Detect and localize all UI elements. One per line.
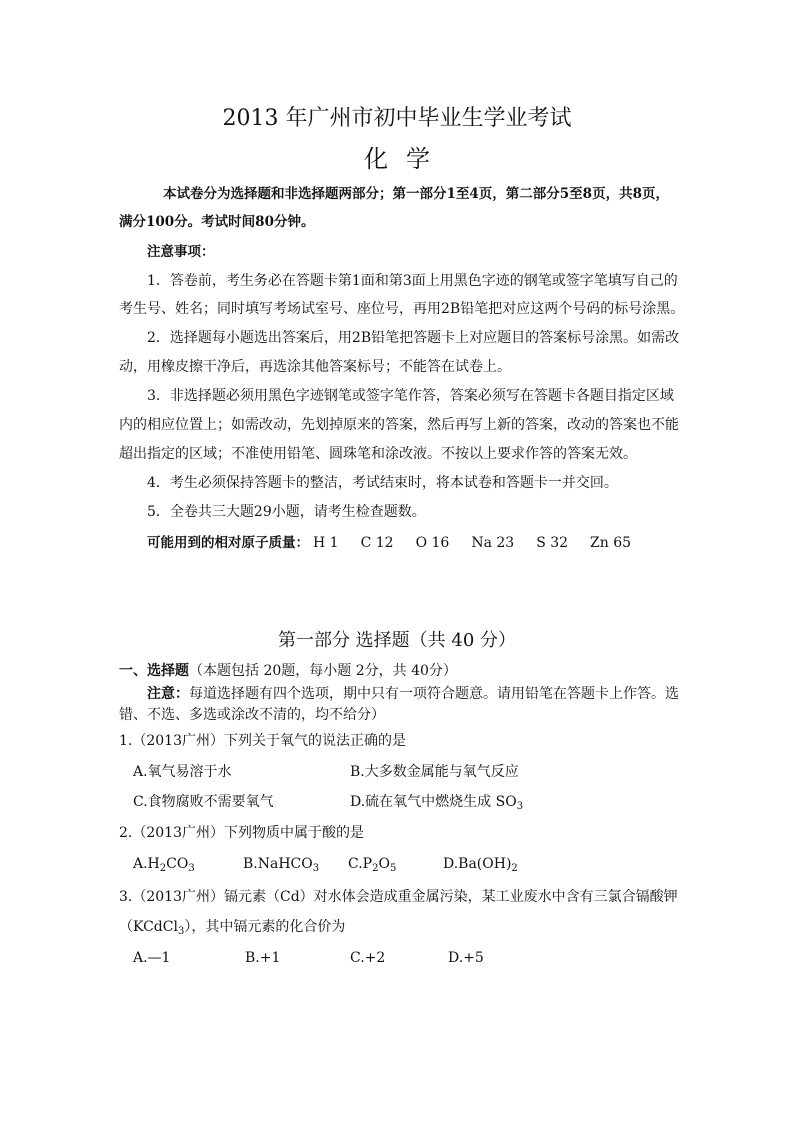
part-desc: （本题包括 20题，每小题 2分，共 40分） xyxy=(189,663,457,679)
question-1-option-d: D.硫在氧气中燃烧生成 $SO_3$ xyxy=(350,794,524,812)
part-label: 一、选择题 xyxy=(119,663,189,679)
question-2-option-b: B.NaHCO$_3$ xyxy=(243,856,320,874)
question-2-option-a: $A.H_2CO_3$ xyxy=(133,856,195,874)
atomic-mass-c: C 12 xyxy=(360,535,394,551)
subject-title: 化学 xyxy=(364,145,448,173)
question-3-option-b: B.+1 xyxy=(245,950,281,966)
question-1-option-c: C.食物腐败不需要氧气 xyxy=(133,794,274,810)
note-1-line-2: 考生号、姓名；同时填写考场试室号、座位号，再用2B铅笔把对应这两个号码的标号涂黑。 xyxy=(119,301,685,317)
question-1-stem: 1.（2013广州）下列关于氧气的说法正确的是 xyxy=(119,733,406,749)
question-2-option-d: $D.Ba(OH)_2$ xyxy=(443,856,518,874)
question-2-option-c: $C.P_2O_5$ xyxy=(348,856,397,874)
section-note-line-2: 错、不选、多选或涂改不清的，均不给分） xyxy=(119,707,385,723)
atomic-mass-na: Na 23 xyxy=(471,535,515,551)
question-3-option-c: C.+2 xyxy=(350,950,386,966)
section-note-line-1 xyxy=(147,684,679,704)
section-note-label: 注意： xyxy=(147,686,189,702)
note-2-line-2: 动，用橡皮擦干净后，再选涂其他答案标号；不能答在试卷上。 xyxy=(119,359,511,375)
section-title: 第一部分 选择题（共 40 分） xyxy=(277,630,517,651)
note-1-line-1: 1．答卷前，考生务必在答题卡第1面和第3面上用黑色字迹的钢笔或签字笔填写自己的 xyxy=(147,273,678,289)
atomic-mass-o: O 16 xyxy=(415,535,450,551)
notes-heading: 注意事项： xyxy=(147,244,215,260)
question-1-option-a: A.氧气易溶于水 xyxy=(133,764,232,780)
note-3-line-3: 超出指定的区域；不准使用铅笔、圆珠笔和涂改液。不按以上要求作答的答案无效。 xyxy=(119,446,637,462)
question-3-option-d: D.+5 xyxy=(448,950,484,966)
note-3-line-2: 内的相应位置上；如需改动，先划掉原来的答案，然后再写上新的答案，改动的答案也不能 xyxy=(119,417,679,433)
question-1-option-b: B.大多数金属能与氧气反应 xyxy=(350,764,519,780)
intro-line-1: 本试卷分为选择题和非选择题两部分；第一部分1至4页，第二部分5至8页，共8页， xyxy=(163,186,669,202)
atomic-mass-label: 可能用到的相对原子质量： xyxy=(147,535,309,551)
note-3-line-1: 3．非选择题必须用黑色字迹钢笔或签字笔作答，答案必须写在答题卡各题目指定区域 xyxy=(147,388,674,404)
question-3-option-a: A.—1 xyxy=(133,950,171,966)
note-5: 5．全卷共三大题29小题，请考生检查题数。 xyxy=(147,504,426,520)
question-2-stem: 2.（2013广州）下列物质中属于酸的是 xyxy=(119,825,364,841)
intro-line-2: 满分100分。考试时间80分钟。 xyxy=(119,214,315,230)
atomic-mass-zn: Zn 65 xyxy=(590,535,632,551)
note-2-line-1: 2．选择题每小题选出答案后，用2B铅笔把答题卡上对应题目的答案标号涂黑。如需改 xyxy=(147,330,680,346)
atomic-mass-h: H 1 xyxy=(313,535,339,551)
question-3-stem: 3.（2013广州）镉元素（Cd）对水体会造成重金属污染，某工业废水中含有三氯合镉酸钾 xyxy=(119,889,678,905)
section-note-text: 每道选择题有四个选项，期中只有一项符合题意。请用铅笔在答题卡上作答。选 xyxy=(189,686,679,702)
atomic-mass-row xyxy=(147,533,653,553)
atomic-mass-s: S 32 xyxy=(536,535,569,551)
question-3-stem-line-2: （KCdCl$_3$），其中镉元素的化合价为 xyxy=(119,919,346,937)
exam-title: 2013 年广州市初中毕业生学业考试 xyxy=(222,106,572,131)
note-4: 4．考生必须保持答题卡的整洁，考试结束时，将本试卷和答题卡一并交回。 xyxy=(147,475,618,491)
part-heading xyxy=(119,661,457,681)
